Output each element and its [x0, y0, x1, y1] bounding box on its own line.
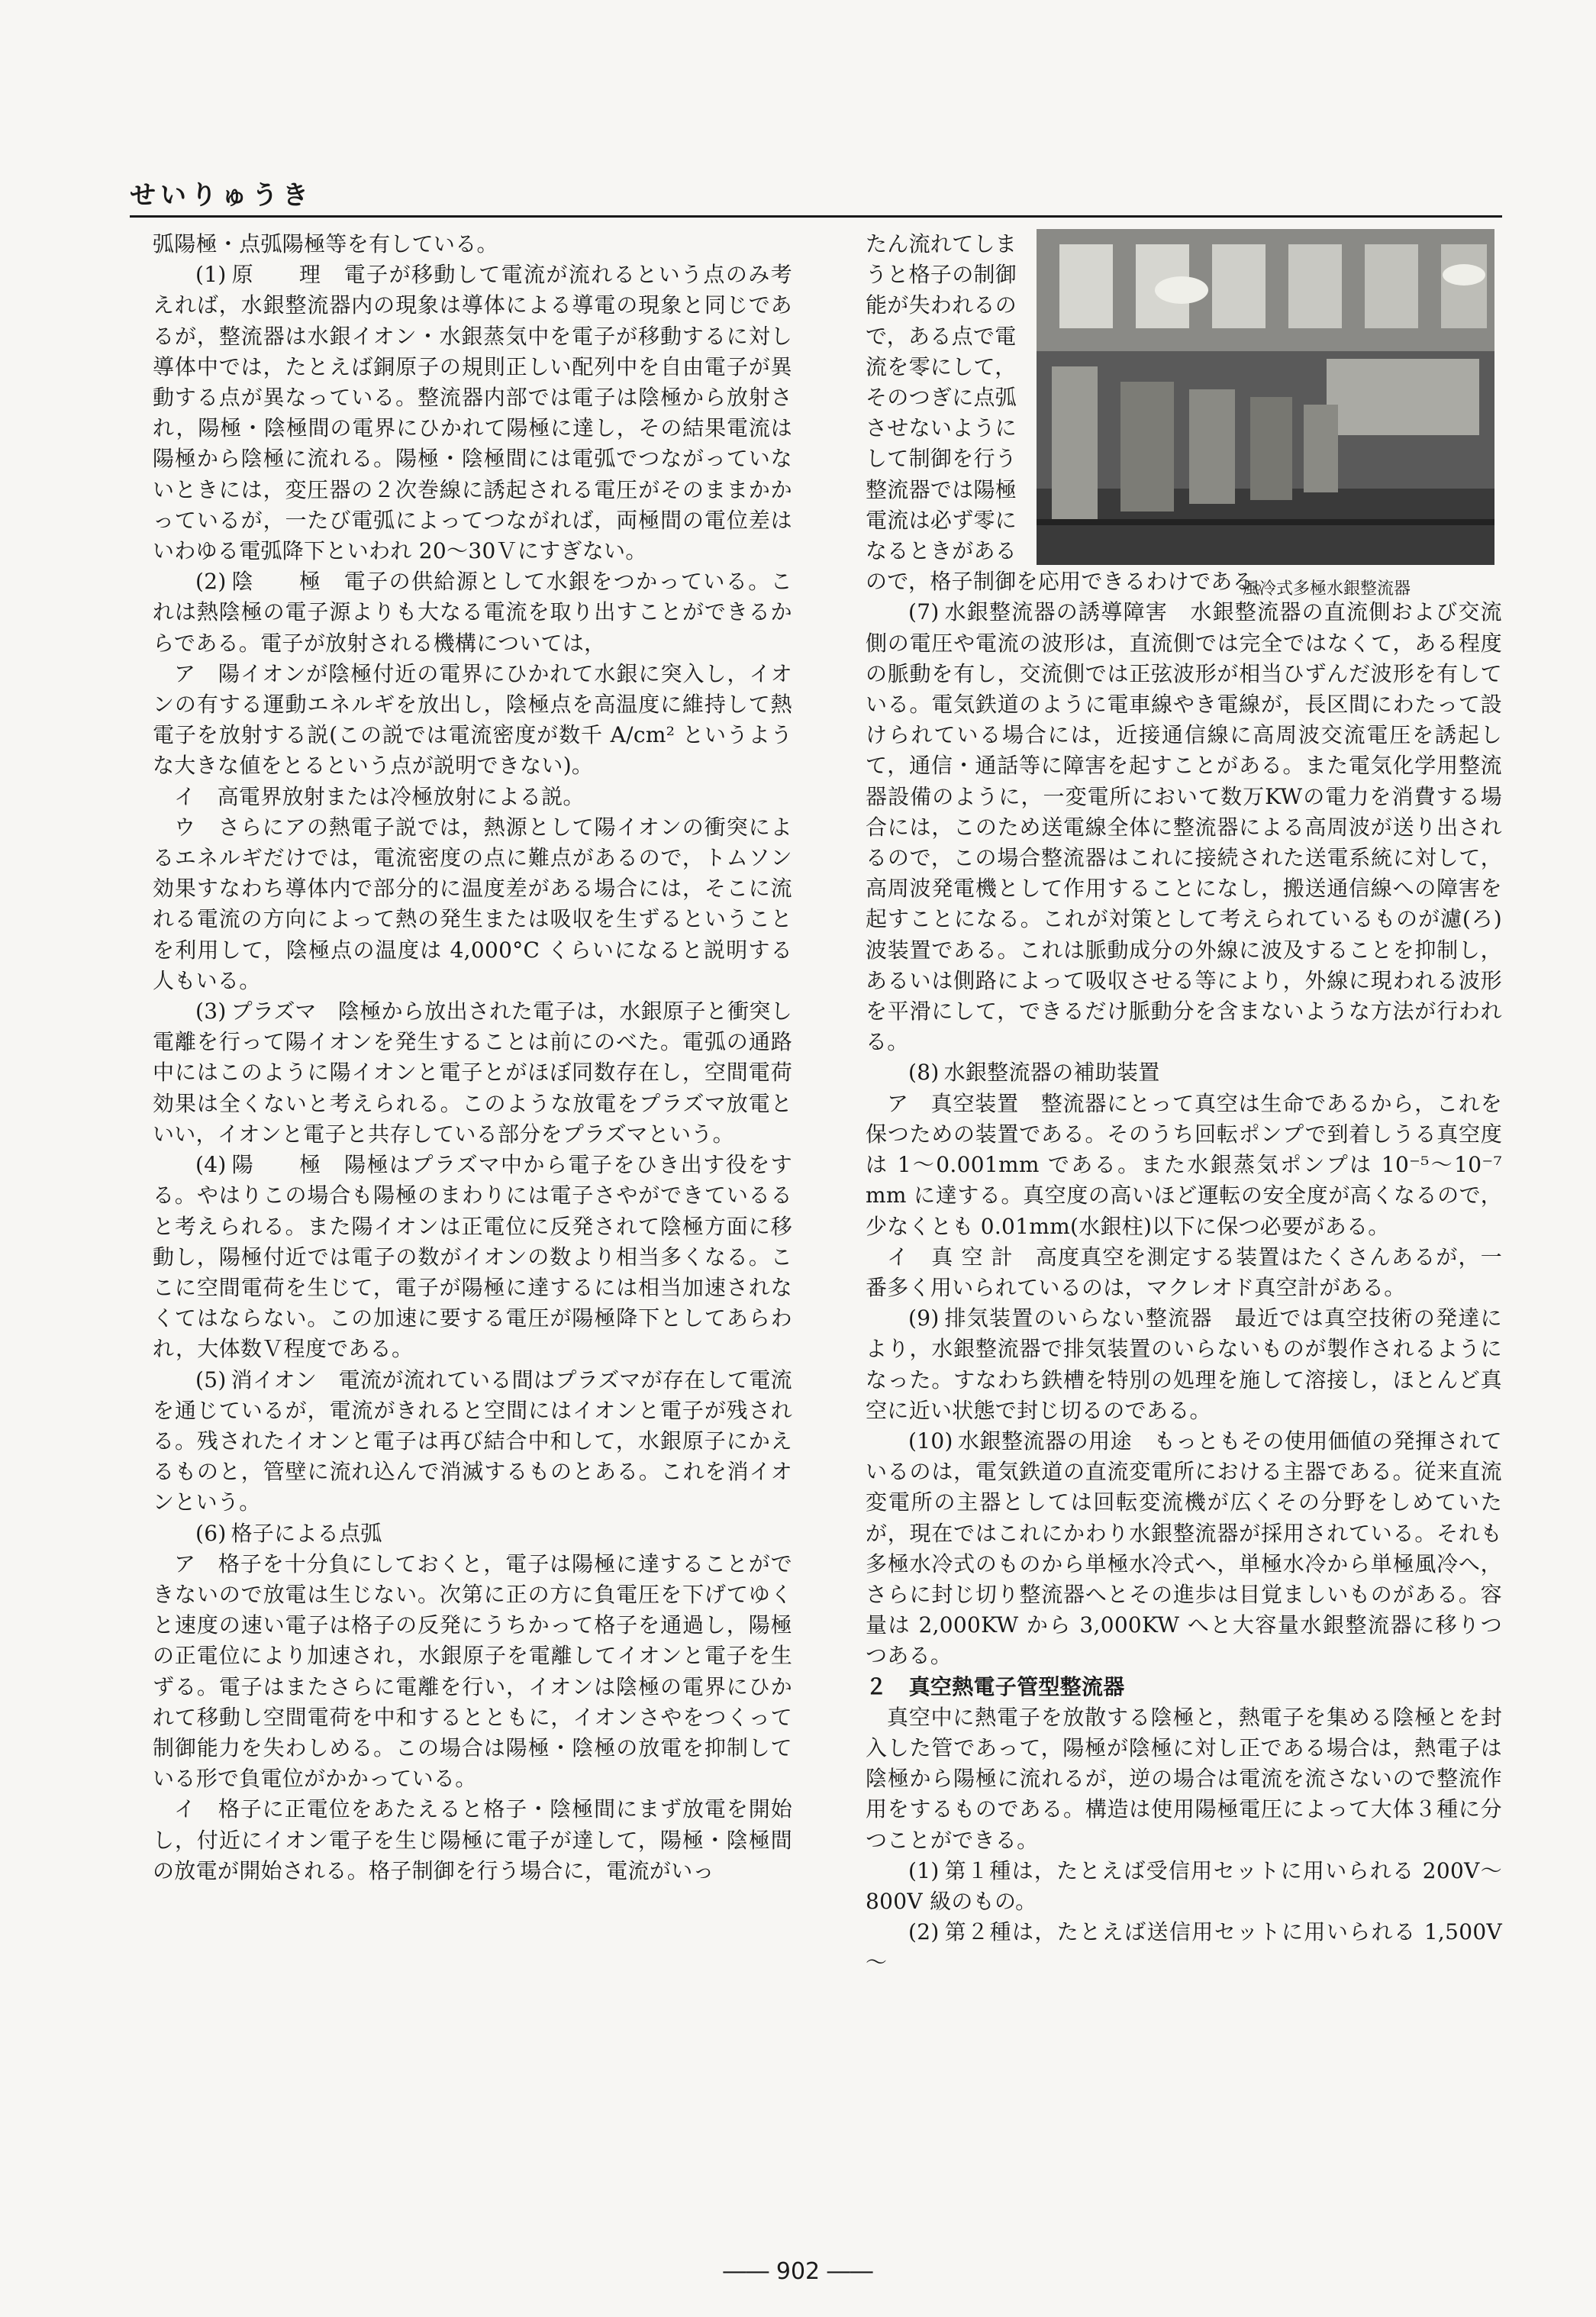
paragraph-text: ア 陽イオンが陰極付近の電界にひかれて水銀に突入し，イオンの有する運動エネルギを放出し，陰極点を高温度に維持して熱電子を放射する説(この説では電流密度が数千 A/cm² というような大きな値をとるという点が説明できない)。 [153, 660, 792, 779]
paragraph [153, 659, 792, 782]
paragraph-text: 第１種は，たとえば受信用セットに用いられる 200V～800V 級のもの。 [866, 1857, 1502, 1914]
paragraph [866, 1089, 1502, 1242]
paragraph [866, 1856, 1502, 1917]
photo-block [1037, 229, 1502, 611]
right-body [866, 566, 1502, 1978]
paragraph [153, 812, 792, 996]
wrap-line: なるときがある [866, 538, 1017, 564]
paragraph-text: 格子による点弧 [231, 1520, 382, 1546]
paragraph-text: 水銀整流器の補助装置 [943, 1060, 1160, 1086]
paragraph [866, 1057, 1502, 1088]
wrap-line: して制御を行う [866, 446, 1017, 472]
paragraph [866, 1242, 1502, 1303]
rectifier-photo [1037, 229, 1494, 565]
paragraph [153, 1150, 792, 1364]
header-rule [130, 215, 1502, 218]
header-title: せいりゅうき [130, 180, 313, 211]
wrap-line: 整流器では陽極 [866, 476, 1017, 502]
paragraph-text: イ 高電界放射または冷極放射による説。 [174, 783, 585, 809]
item-number: (3) [195, 999, 227, 1025]
wrap-line: 流を零にして， [866, 353, 1017, 379]
paragraph [153, 1549, 792, 1795]
paragraph-text: イ 真 空 計 高度真空を測定する装置はたくさんあるが，一番多く用いられているのは，マクレオド真空計がある。 [866, 1244, 1502, 1300]
paragraph [866, 597, 1502, 1057]
paragraph-text: プラズマ 陰極から放出された電子は，水銀原子と衝突し電離を行って陽イオンを発生することは前にのべた。電弧の通路中にはこのように陽イオンと電子とがほぼ同数存在し，空間電荷効果は全くないと考えられる。このような放電をプラズマ放電といい，イオンと電子と共存している部分をプラズマという。 [153, 999, 792, 1147]
paragraph-text: 陽 極 陽極はプラズマ中から電子をひき出す役をする。やはりこの場合も陽極のまわりには電子さやができているると考えられる。また陽イオンは正電位に反発されて陰極方面に移動し，陽極付近では電子の数がイオンの数より相当多くなる。ここに空間電荷を生じて，電子が陽極に達するには相当加速されなくてはならない。この加速に要する電圧が陽極降下としてあらわれ，大体数Ｖ程度である。 [153, 1152, 792, 1362]
paragraph-text: 水銀整流器の誘導障害 水銀整流器の直流側および交流側の電圧や電流の波形は，直流側では完全ではなくて，ある程度の脈動を有し，交流側では正弦波形が相当ひずんだ波形を有している。電気鉄道のように電車線やき電線が，長区間にわたって設けられている場合には，近接通信線に高周波交流電圧を誘起して，通信・通話等に障害を起すことがある。また電気化学用整流器設備のように，一変電所において数万KWの電力を消費する場合には，このため送電線全体に整流器による高周波が送り出されるので，この場合整流器はこれに接続された送電系統に対して，高周波発電機として作用することになし，搬送通信線への障害を起すことになる。これが対策として考えられているものが濾(ろ)波装置である。これは脈動成分の外線に波及することを抑制し，あるいは側路によって吸収させる等により，外線に現われる波形を平滑にして，できるだけ脈動分を含まないような方法が行われる。 [866, 599, 1502, 1055]
photo-illustration [1037, 229, 1494, 565]
paragraph [866, 1303, 1502, 1426]
item-number: (6) [195, 1520, 227, 1546]
wrap-line: で，ある点で電 [866, 323, 1017, 349]
paragraph-text: 陰 極 電子の供給源として水銀をつかっている。これは熱陰極の電子源よりも大なる電流を取り出すことができるからである。電子が放射される機構については， [153, 569, 792, 656]
paragraph-text: 真空中に熱電子を放散する陰極と，熱電子を集める陰極とを封入した管であって，陽極が陰極に対し正である場合は，熱電子は陰極から陽極に流れるが，逆の場合は電流を流さないので整流作用をするものである。構造は使用陽極電圧によって大体３種に分つことができる。 [866, 1704, 1502, 1853]
paragraph-text: ので，格子制御を応用できるわけである。 [866, 569, 1276, 595]
paragraph [153, 229, 792, 260]
page-number: ―― 902 ―― [723, 2258, 873, 2285]
section-heading [866, 1672, 1502, 1702]
paragraph-text: 弧陽極・点弧陽極等を有している。 [153, 231, 498, 257]
paragraph-text: ２ 真空熱電子管型整流器 [866, 1673, 1125, 1699]
item-number: (8) [908, 1060, 940, 1086]
paragraph-text: ウ さらにアの熱電子説では，熱源として陽イオンの衝突によるエネルギだけでは，電流密度の点に難点があるので，トムソン効果すなわち導体内で部分的に温度差がある場合には，そこに流れる電流の方向によって熱の発生または吸収を生ずるということを利用して，陰極点の温度は 4,000°C くらいになると説明する人もいる。 [153, 814, 792, 993]
right-wrap-text [866, 229, 1030, 566]
item-number: (10) [908, 1428, 953, 1454]
wrap-line: させないように [866, 415, 1017, 441]
paragraph [866, 1426, 1502, 1672]
photo-caption: 風冷式多極水銀整流器 [1242, 579, 1411, 599]
paragraph [153, 782, 792, 812]
paragraph [153, 1365, 792, 1518]
wrap-line: たん流れてしま [866, 231, 1017, 257]
paragraph [153, 1794, 792, 1886]
paragraph-text: イ 格子に正電位をあたえると格子・陰極間にまず放電を開始し，付近にイオン電子を生じ陽極に電子が達して，陽極・陰極間の放電が開始される。格子制御を行う場合に，電流がいっ [153, 1796, 792, 1883]
wrap-line: うと格子の制御 [866, 262, 1017, 288]
item-number: (1) [195, 262, 227, 288]
paragraph-text: 消イオン 電流が流れている間はプラズマが存在して電流を通じているが，電流がきれると空間にはイオンと電子が残される。残されたイオンと電子は再び結合中和して，水銀原子にかえるものと，管壁に流れ込んで消滅するものとある。これを消イオンという。 [153, 1367, 792, 1515]
paragraph-text: 第２種は，たとえば送信用セットに用いられる 1,500V～ [866, 1919, 1502, 1976]
paragraph [153, 1518, 792, 1549]
wrap-line: 能が失われるの [866, 292, 1017, 318]
paragraph [153, 566, 792, 659]
paragraph-text: 排気装置のいらない整流器 最近では真空技術の発達により，水銀整流器で排気装置のいらないものが製作されるようになった。すなわち鉄槽を特別の処理を施して溶接し，ほとんど真空に近い状態で封じ切るのである。 [866, 1305, 1502, 1423]
item-number: (9) [908, 1305, 940, 1331]
paragraph [153, 260, 792, 566]
paragraph [866, 1702, 1502, 1856]
left-column [153, 229, 792, 1886]
wrap-line: そのつぎに点弧 [866, 385, 1017, 411]
paragraph [866, 1917, 1502, 1978]
wrap-line: 電流は必ず零に [866, 507, 1017, 533]
paragraph [153, 996, 792, 1150]
paragraph-text: ア 格子を十分負にしておくと，電子は陽極に達することができないので放電は生じない。次第に正の方に負電圧を下げてゆくと速度の速い電子は格子の反発にうちかって格子を通過し，陽極の正電位により加速され，水銀原子を電離してイオンと電子を生ずる。電子はまたさらに電離を行い，イオンは陰極の電界にひかれて移動し空間電荷を中和するとともに，イオンさやをつくって制御能力を失わしめる。この場合は陽極・陰極の放電を抑制している形で負電位がかかっている。 [153, 1551, 792, 1792]
paragraph-text: 水銀整流器の用途 もっともその使用価値の発揮されているのは，電気鉄道の直流変電所における主器である。従来直流変電所の主器としては回転変流機が広くその分野をしめていたが，現在ではこれにかわり水銀整流器が採用されている。それも多極水冷式のものから単極水冷式へ，単極水冷から単極風冷へ，さらに封じ切り整流器へとその進歩は目覚ましいものがある。容量は 2,000KW から 3,000KW へと大容量水銀整流器に移りつつある。 [866, 1428, 1502, 1669]
item-number: (1) [908, 1857, 940, 1883]
item-number: (2) [908, 1919, 940, 1945]
item-number: (4) [195, 1152, 227, 1178]
item-number: (5) [195, 1367, 227, 1392]
paragraph-text: 原 理 電子が移動して電流が流れるという点のみ考えれば，水銀整流器内の現象は導体による導電の現象と同じであるが，整流器は水銀イオン・水銀蒸気中を電子が移動するに対し導体中では，たとえば銅原子の規則正しい配列中を自由電子が異動する点が異なっている。整流器内部では電子は陰極から放射され，陽極・陰極間の電界にひかれて陽極に達し，その結果電流は陽極から陰極に流れる。陽極・陰極間には電弧でつながっていないときには，変圧器の２次巻線に誘起される電圧がそのままかかっているが，一たび電弧によってつながれば，両極間の電位差はいわゆる電弧降下といわれ 20～30Ｖにすぎない。 [153, 262, 792, 564]
item-number: (7) [908, 599, 940, 625]
paragraph-text: ア 真空装置 整流器にとって真空は生命であるから，これを保つための装置である。そのうち回転ポンプで到着しうる真空度は 1～0.001mm である。また水銀蒸気ポンプは 10⁻⁵～10⁻⁷ mm に達する。真空度の高いほど運転の安全度が高くなるので，少なくとも 0.01mm(水銀柱)以下に保つ必要がある。 [866, 1090, 1502, 1239]
item-number: (2) [195, 569, 227, 595]
